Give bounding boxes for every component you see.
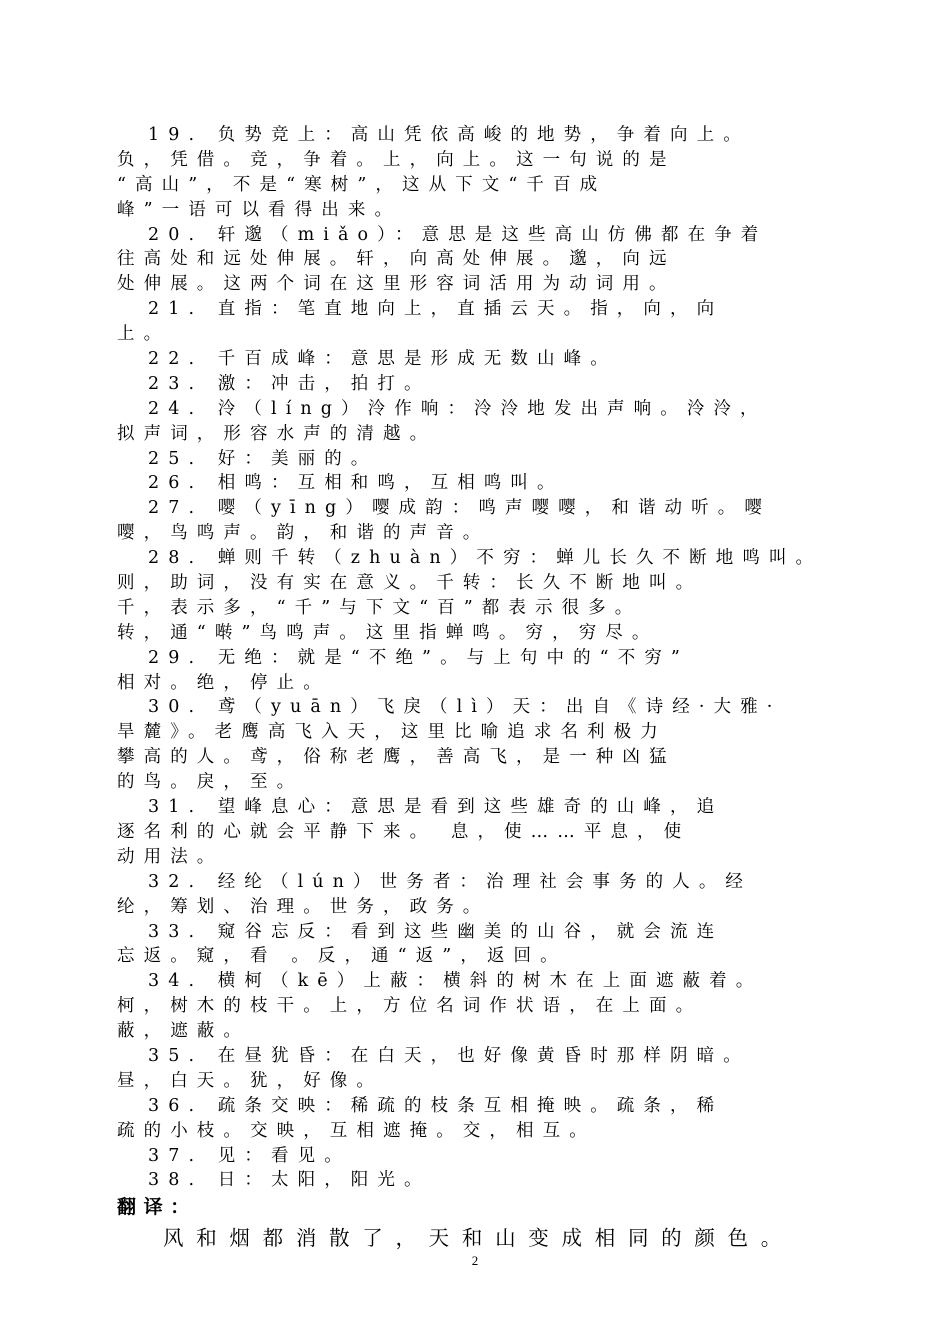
- note-continuation-line: 纶，筹划、治理。世务，政务。: [117, 896, 490, 917]
- note-entry-line: 19. 负势竞上：高山凭依高峻的地势，争着向上。: [148, 125, 750, 145]
- note-continuation-line: 攀高的人。鸢，俗称老鹰，善高飞，是一种凶猛: [117, 747, 676, 768]
- note-entry-line: 35. 在昼犹昏：在白天，也好像黄昏时那样阴暗。: [148, 1045, 750, 1066]
- note-continuation-line: 负，凭借。竞，争着。上，向上。这一句说的是: [117, 149, 676, 170]
- note-entry-line: 34. 横柯（kē）上蔽：横斜的树木在上面遮蔽着。: [148, 971, 763, 992]
- note-entry-line: 25. 好：美丽的。: [148, 448, 378, 469]
- note-continuation-line: 则，助词，没有实在意义。千转：长久不断地叫。: [117, 573, 703, 594]
- note-continuation-line: 相对。绝，停止。: [117, 672, 330, 693]
- note-entry-line: 20. 轩邈（miǎo）：意思是这些高山仿佛都在争着: [148, 224, 768, 245]
- note-entry-line: 31. 望峰息心：意思是看到这些雄奇的山峰，追: [148, 797, 724, 818]
- note-entry-line: 21. 直指：笔直地向上，直插云天。指，向，向: [148, 299, 724, 320]
- translation-text: 风和烟都消散了，天和山变成相同的颜色。: [163, 1226, 794, 1251]
- page-number: 2: [471, 1253, 479, 1268]
- note-continuation-line: 的鸟。戾，至。: [117, 772, 304, 793]
- note-entry-line: 29. 无绝：就是“不绝”。与上句中的“不穷”: [148, 647, 689, 668]
- note-continuation-line: 上。: [117, 324, 171, 345]
- note-continuation-line: 峰”一语可以看得出来。: [117, 199, 402, 220]
- note-entry-line: 28. 蝉则千转（zhuàn）不穷：蝉儿长久不断地鸣叫。: [148, 548, 823, 569]
- note-continuation-line: 蔽，遮蔽。: [117, 1021, 250, 1042]
- note-continuation-line: 昼，白天。犹，好像。: [117, 1070, 383, 1091]
- note-entry-line: 38. 日：太阳，阳光。: [148, 1170, 431, 1191]
- note-continuation-line: 千，表示多，“千”与下文“百”都表示很多。: [117, 597, 642, 618]
- note-entry-line: 26. 相鸣：互相和鸣，互相鸣叫。: [148, 473, 564, 494]
- note-entry-line: 23. 激：冲击，拍打。: [148, 373, 431, 394]
- note-continuation-line: 嘤，鸟鸣声。韵，和谐的声音。: [117, 523, 490, 544]
- note-continuation-line: 忘返。窥，看 。反，通“返”，返回。: [117, 946, 567, 967]
- note-entry-line: 22. 千百成峰：意思是形成无数山峰。: [148, 349, 617, 370]
- note-entry-line: 27. 嘤（yīng）嘤成韵：鸣声嘤嘤，和谐动听。嘤: [148, 498, 771, 519]
- note-continuation-line: 疏的小枝。交映，互相遮掩。交，相互。: [117, 1120, 596, 1141]
- note-entry-line: 36. 疏条交映：稀疏的枝条互相掩映。疏条，稀: [148, 1095, 724, 1116]
- note-entry-line: 32. 经纶（lún）世务者：治理社会事务的人。经: [148, 871, 753, 892]
- note-entry-line: 37. 见：看见。: [148, 1145, 351, 1166]
- note-continuation-line: 转，通“啭”鸟鸣声。这里指蝉鸣。穷，穷尽。: [117, 622, 659, 643]
- note-entry-line: 30. 鸢（yuān）飞戾（lì）天：出自《诗经·大雅·: [148, 697, 782, 718]
- note-continuation-line: 拟声词，形容水声的清越。: [117, 423, 437, 444]
- note-continuation-line: 逐名利的心就会平静下来。 息，使……平息，使: [117, 821, 691, 842]
- note-entry-line: 24. 泠（líng）泠作响：泠泠地发出声响。泠泠，: [148, 398, 767, 419]
- note-continuation-line: 往高处和远处伸展。轩，向高处伸展。邈，向远: [117, 249, 676, 270]
- note-continuation-line: 旱麓》。老鹰高飞入天，这里比喻追求名利极力: [117, 722, 667, 743]
- annotation-notes: [117, 123, 825, 1255]
- note-entry-line: 33. 窥谷忘反：看到这些幽美的山谷，就会流连: [148, 921, 724, 942]
- note-continuation-line: “高山”，不是“寒树”，这从下文“千百成: [117, 174, 607, 195]
- note-continuation-line: 柯，树木的枝干。上，方位名词作状语，在上面。: [117, 996, 703, 1017]
- translation-heading: 翻译：: [117, 1196, 197, 1219]
- note-continuation-line: 处伸展。这两个词在这里形容词活用为动词用。: [117, 274, 676, 295]
- note-continuation-line: 动用法。: [117, 846, 224, 867]
